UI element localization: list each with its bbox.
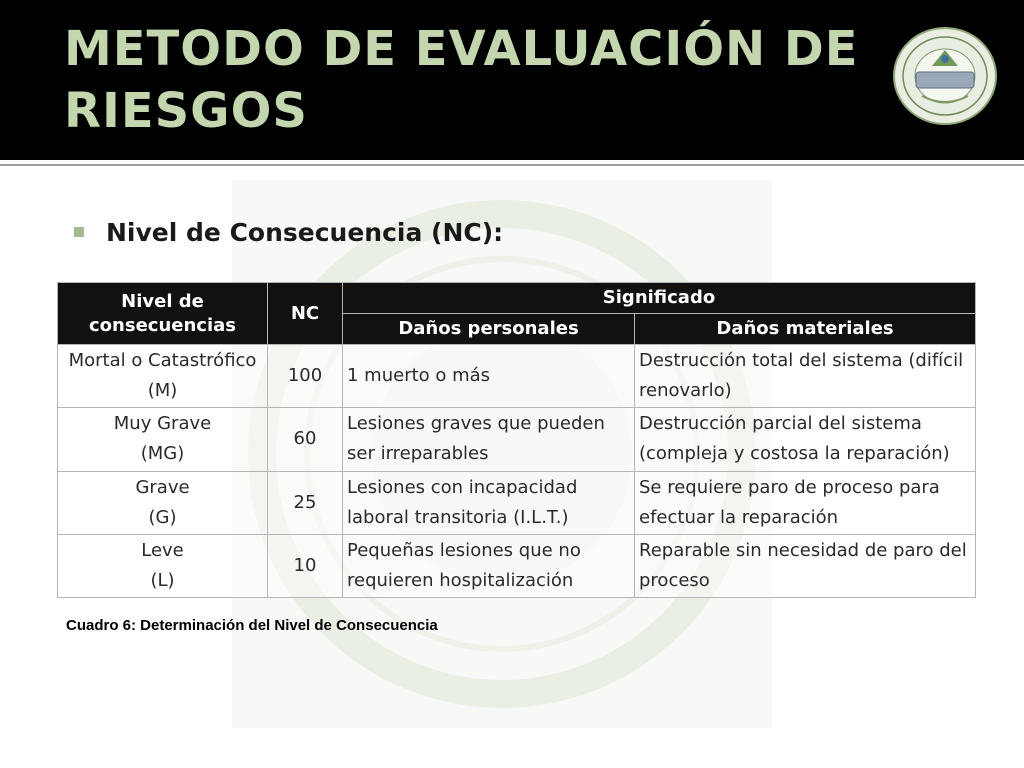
table-header-row (58, 283, 976, 314)
header-danos-materiales: Daños materiales (635, 314, 976, 345)
nivel-abbr: (L) (150, 569, 175, 591)
cell-danos-personales: 1 muerto o más (343, 345, 635, 408)
header-divider (0, 164, 1024, 166)
nivel-abbr: (G) (148, 506, 177, 528)
cell-nc: 100 (268, 345, 343, 408)
cell-nivel (58, 408, 268, 471)
consequence-level-table (57, 282, 976, 598)
nivel-abbr: (MG) (140, 443, 185, 465)
cell-danos-materiales: Destrucción parcial del sistema (compleja y costosa la reparación) (635, 408, 976, 471)
institution-seal-icon (892, 26, 998, 126)
header-significado: Significado (343, 283, 976, 314)
cell-danos-personales: Pequeñas lesiones que no requieren hospitalización (343, 534, 635, 597)
header-nivel: Nivel de consecuencias (58, 283, 268, 345)
cell-danos-materiales: Reparable sin necesidad de paro del proceso (635, 534, 976, 597)
cell-nc: 25 (268, 471, 343, 534)
nivel-name: Muy Grave (113, 413, 212, 435)
table-row (58, 534, 976, 597)
slide-title: METODO DE EVALUACIÓN DE RIESGOS (64, 21, 859, 139)
cell-nc: 10 (268, 534, 343, 597)
slide-header (0, 0, 1024, 160)
cell-nc: 60 (268, 408, 343, 471)
cell-nivel (58, 345, 268, 408)
nivel-name: Leve (141, 539, 184, 561)
nivel-name: Mortal o Catastrófico (68, 350, 257, 372)
bullet-square-icon (74, 227, 84, 237)
cell-danos-personales: Lesiones con incapacidad laboral transitoria (I.L.T.) (343, 471, 635, 534)
header-danos-personales: Daños personales (343, 314, 635, 345)
table-caption: Cuadro 6: Determinación del Nivel de Consecuencia (66, 617, 438, 634)
cell-danos-personales: Lesiones graves que pueden ser irreparables (343, 408, 635, 471)
header-nc: NC (268, 283, 343, 345)
table-row (58, 408, 976, 471)
cell-nivel (58, 534, 268, 597)
cell-nivel (58, 471, 268, 534)
nivel-name: Grave (135, 476, 190, 498)
table-row (58, 345, 976, 408)
nivel-abbr: (M) (147, 380, 178, 402)
table-row (58, 471, 976, 534)
cell-danos-materiales: Destrucción total del sistema (difícil renovarlo) (635, 345, 976, 408)
bullet-text: Nivel de Consecuencia (NC): (106, 217, 504, 247)
bullet-item (74, 212, 503, 252)
cell-danos-materiales: Se requiere paro de proceso para efectuar la reparación (635, 471, 976, 534)
